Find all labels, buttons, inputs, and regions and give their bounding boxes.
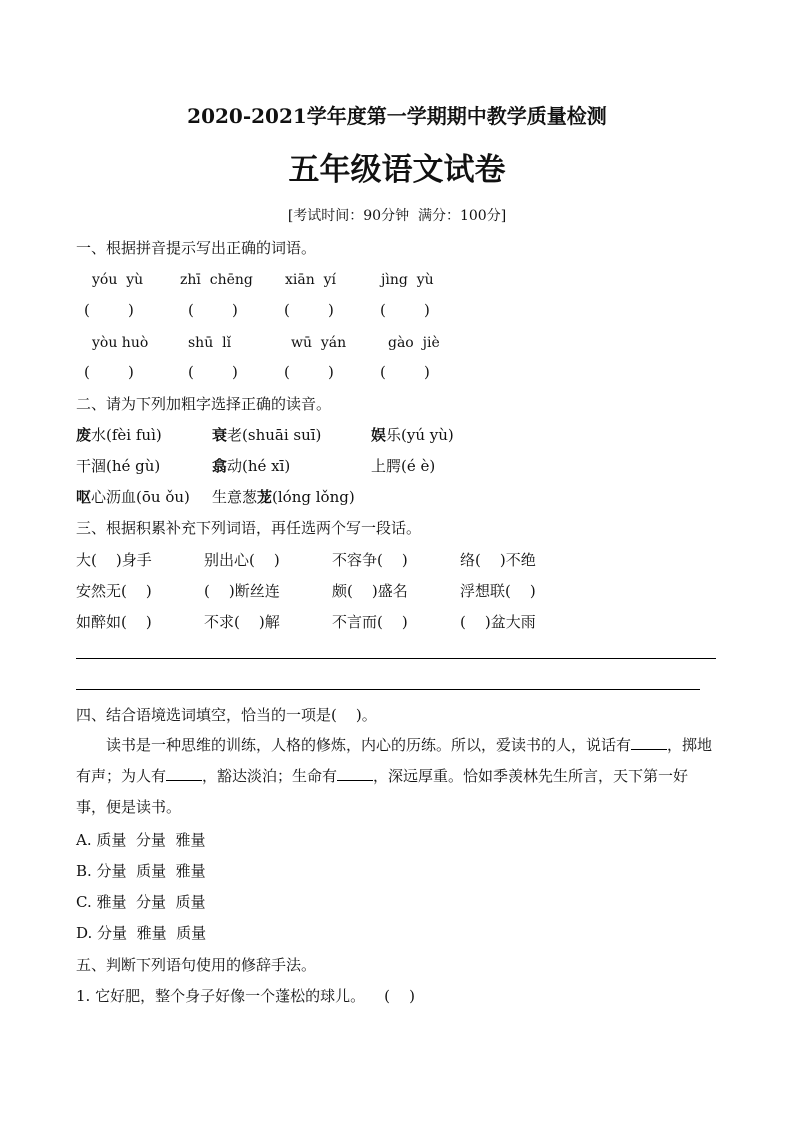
fill-blank-2[interactable]	[166, 766, 202, 781]
option-b[interactable]: B. 分量 质量 雅量	[76, 862, 206, 880]
exam-info: [考试时间：90分钟 满分：100分]	[287, 208, 507, 224]
answer-blank-5[interactable]: ( )	[84, 363, 134, 381]
option-a[interactable]: A. 质量 分量 雅量	[76, 831, 206, 849]
reading-item-1: 废水(fèi fuì)	[76, 426, 162, 444]
q3-heading: 三、根据积累补充下列词语，再任选两个写一段话。	[76, 519, 422, 537]
idiom-1: 大( )身手	[76, 551, 152, 569]
fill-blank-3[interactable]	[337, 766, 373, 781]
pinyin-6: shū lǐ	[188, 335, 232, 351]
pinyin-3: xiān yí	[285, 272, 337, 288]
answer-blank-1[interactable]: ( )	[84, 301, 134, 319]
idiom-7: 颇( )盛名	[332, 582, 408, 600]
pinyin-4: jìng yù	[381, 272, 434, 288]
idiom-4: 络( )不绝	[460, 551, 536, 569]
reading-item-4: 干涸(hé gù)	[76, 457, 161, 475]
idiom-3: 不容争( )	[332, 551, 408, 569]
q4-heading: 四、结合语境选词填空，恰当的一项是( )。	[76, 706, 377, 724]
idiom-5: 安然无( )	[76, 582, 152, 600]
idiom-10: 不求( )解	[204, 613, 280, 631]
idiom-8: 浮想联( )	[460, 582, 536, 600]
answer-blank-2[interactable]: ( )	[188, 301, 238, 319]
q5-heading: 五、判断下列语句使用的修辞手法。	[76, 956, 317, 974]
writing-line-2[interactable]	[76, 689, 700, 690]
answer-blank-6[interactable]: ( )	[188, 363, 238, 381]
fill-blank-1[interactable]	[631, 735, 667, 750]
idiom-12: ( )盆大雨	[460, 613, 536, 631]
reading-item-6: 上腭(é è)	[371, 457, 436, 475]
reading-item-7: 呕心沥血(ōu ǒu)	[76, 488, 190, 506]
q4-passage: 读书是一种思维的训练，人格的修炼，内心的历练。所以，爱读书的人，说话有 ，掷地有声；为人有 ，豁达淡泊；生命有 ，深远厚重。恰如季羡林先生所言，天下第一好事，便是读书。	[76, 736, 713, 816]
reading-item-5: 翕动(hé xī)	[212, 457, 291, 475]
pinyin-8: gào jiè	[388, 335, 440, 351]
answer-blank-8[interactable]: ( )	[380, 363, 430, 381]
answer-blank-4[interactable]: ( )	[380, 301, 430, 319]
pinyin-2: zhī chēng	[180, 272, 253, 288]
option-d[interactable]: D. 分量 雅量 质量	[76, 924, 207, 942]
reading-item-3: 娱乐(yú yù)	[371, 426, 454, 444]
pinyin-1: yóu yù	[92, 272, 144, 288]
pinyin-5: yòu huò	[92, 335, 149, 351]
q1-heading: 一、根据拼音提示写出正确的词语。	[76, 239, 317, 257]
reading-item-8: 生意葱茏(lóng lǒng)	[212, 488, 355, 506]
exam-title: 2020-2021学年度第一学期期中教学质量检测	[187, 104, 607, 128]
answer-blank-3[interactable]: ( )	[284, 301, 334, 319]
option-c[interactable]: C. 雅量 分量 质量	[76, 893, 206, 911]
q5-item-1: 1. 它好肥，整个身子好像一个蓬松的球儿。 ( )	[76, 987, 415, 1005]
idiom-2: 别出心( )	[204, 551, 280, 569]
idiom-6: ( )断丝连	[204, 582, 280, 600]
pinyin-7: wū yán	[291, 335, 347, 351]
writing-line-1[interactable]	[76, 658, 716, 659]
q2-heading: 二、请为下列加粗字选择正确的读音。	[76, 395, 332, 413]
idiom-9: 如醉如( )	[76, 613, 152, 631]
idiom-11: 不言而( )	[332, 613, 408, 631]
exam-subtitle: 五年级语文试卷	[288, 152, 506, 188]
answer-blank-7[interactable]: ( )	[284, 363, 334, 381]
reading-item-2: 衰老(shuāi suī)	[212, 426, 322, 444]
